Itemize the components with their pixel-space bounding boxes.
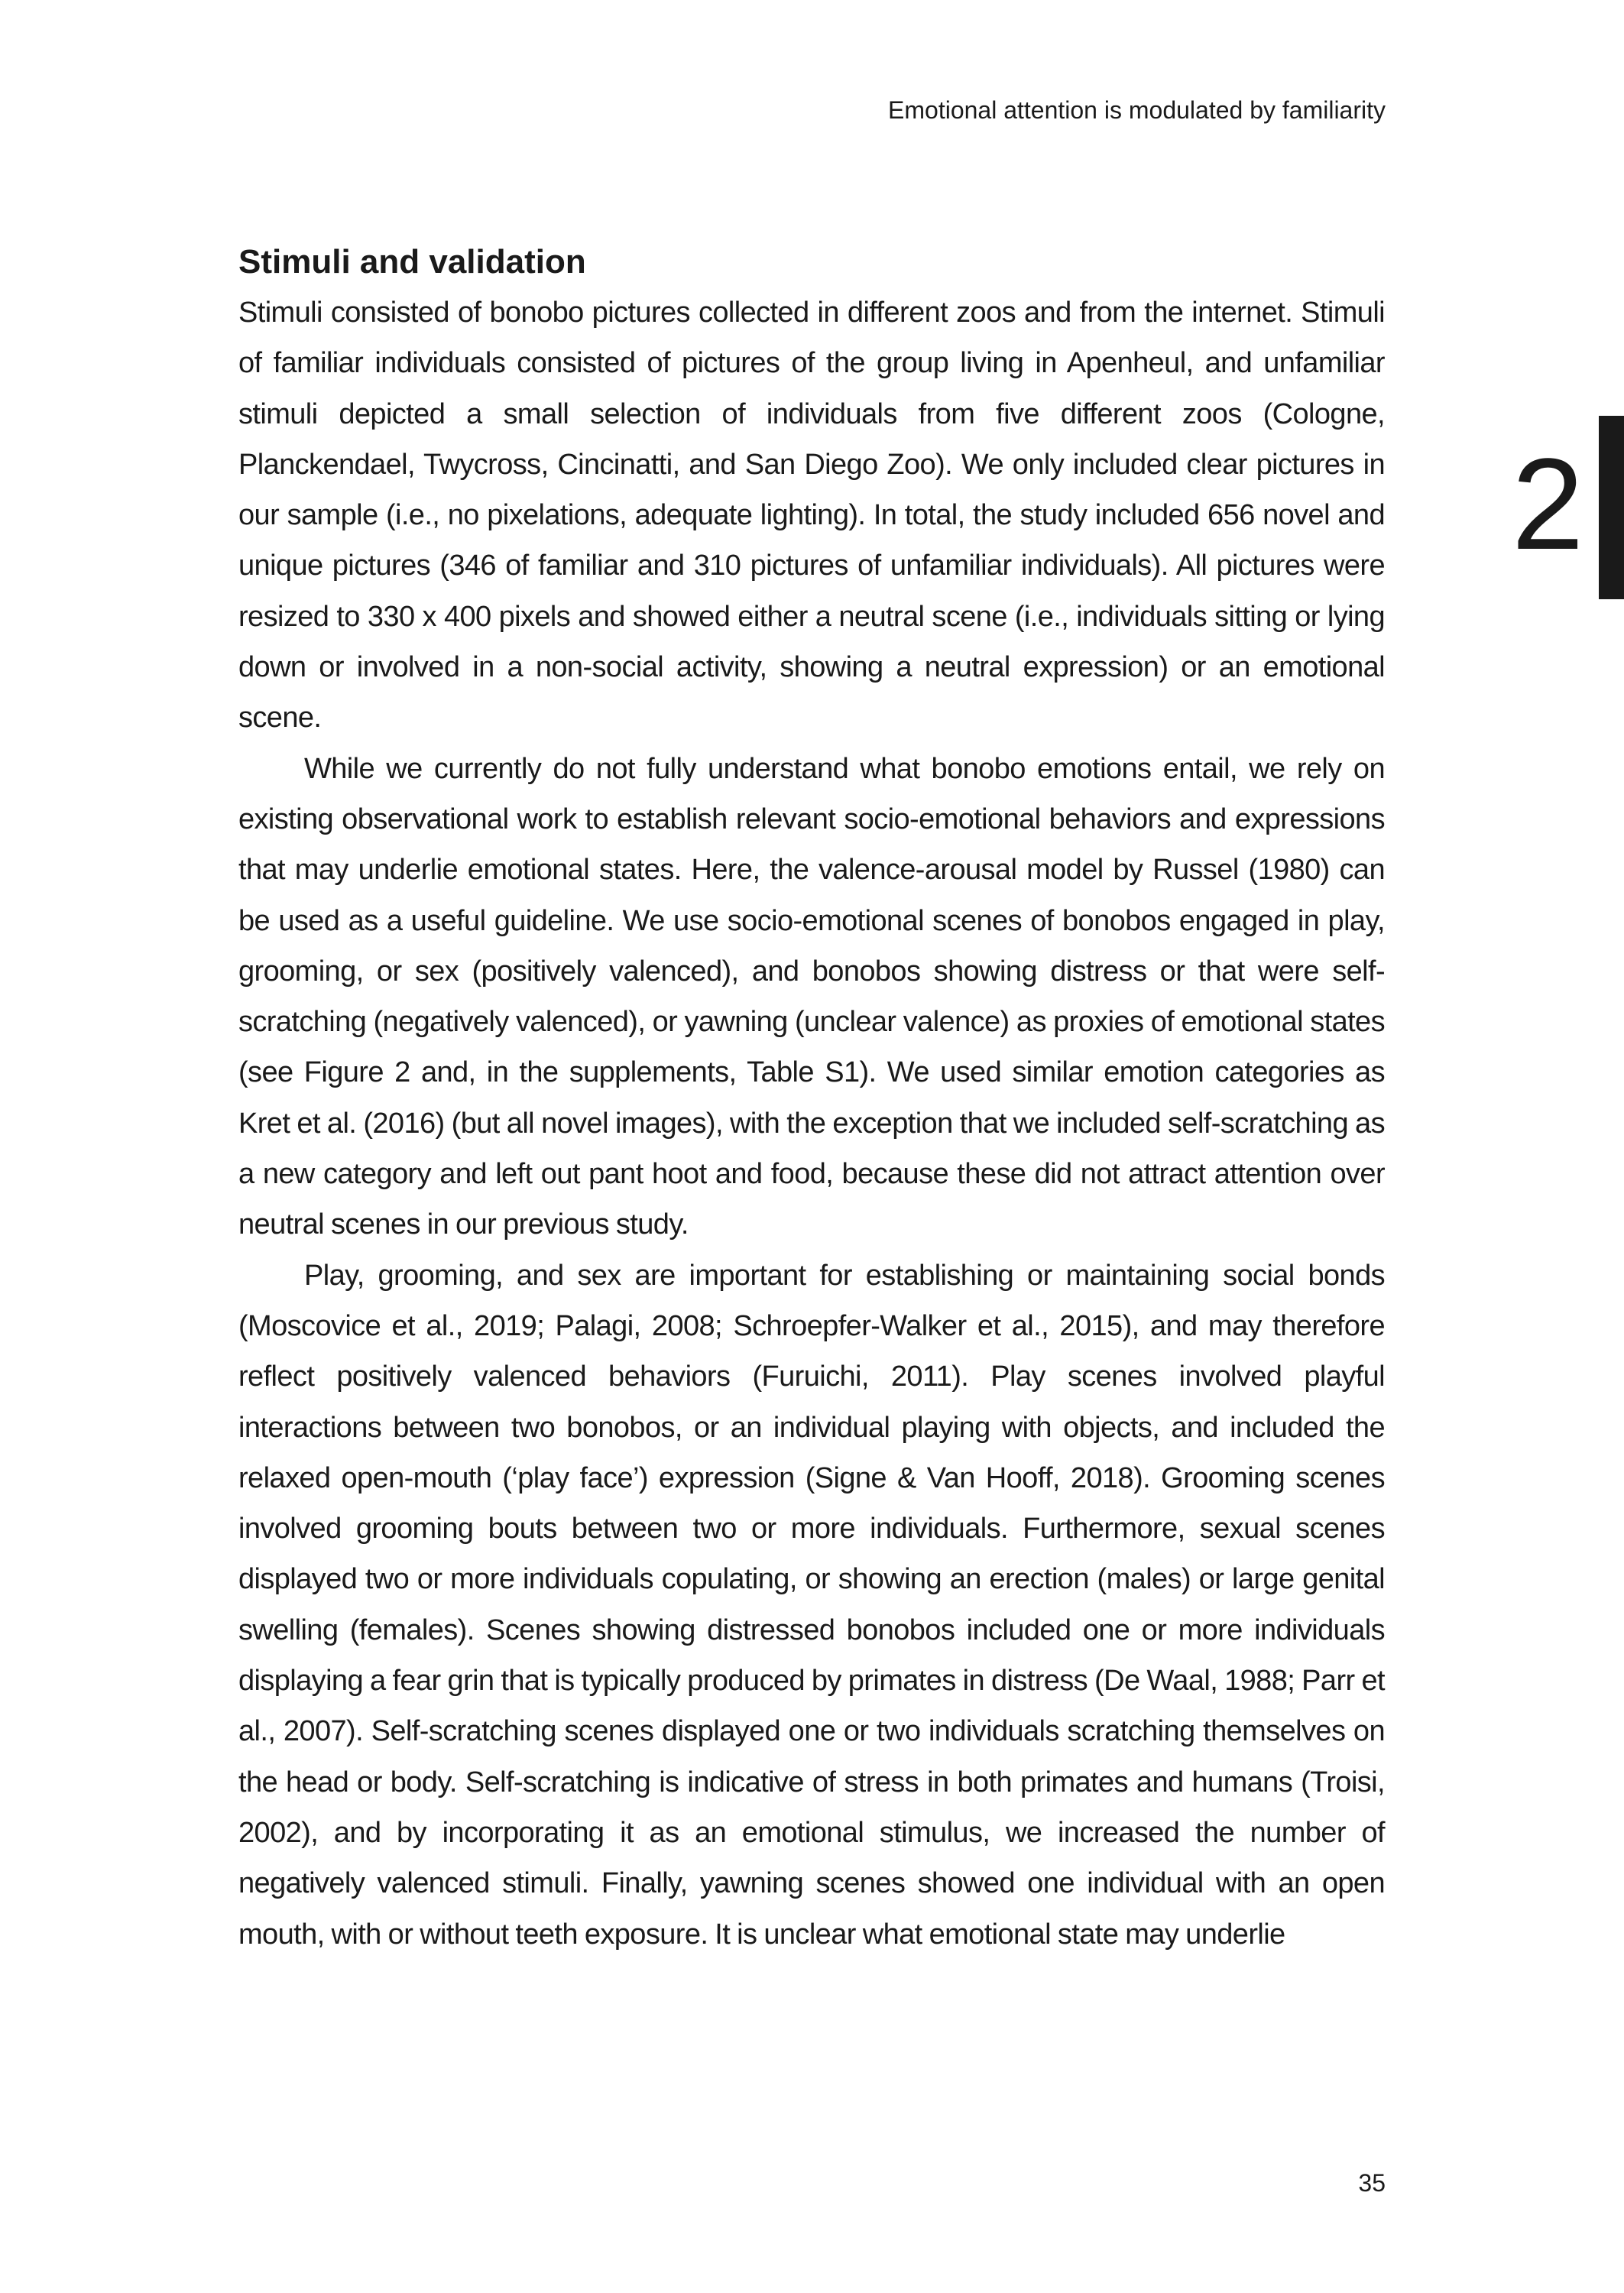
running-header: Emotional attention is modulated by familiarity xyxy=(888,96,1386,124)
paragraph-3: Play, grooming, and sex are important for establishing or maintaining social bonds (Moscovice et al., 2019; Palagi, 2008; Schroepfer-Walker et al., 2015), and may therefore reflect positively valenced behaviors (Furuichi, 2011). Play scenes involved playful interactions between two bonobos, or an individual playing with objects, and included the relaxed open-mouth (‘play face’) expression (Signe & Van Hooff, 2018). Grooming scenes involved grooming bouts between two or more individuals. Furthermore, sexual scenes displayed two or more individuals copulating, or showing an erection (males) or large genital swelling (females). Scenes showing distressed bonobos included one or more individuals displaying a fear grin that is typically produced by primates in distress (De Waal, 1988; Parr et al., 2007). Self-scratching scenes displayed one or two individuals scratching themselves on the head or body. Self-scratching is indicative of stress in both primates and humans (Troisi, 2002), and by incorporating it as an emotional stimulus, we increased the number of negatively valenced stimuli. Finally, yawning scenes showed one individual with an open mouth, with or without teeth exposure. It is unclear what emotional state may underlie xyxy=(238,1259,1385,1951)
page-number: 35 xyxy=(1358,2169,1386,2197)
chapter-tab-bar xyxy=(1599,416,1624,599)
page-body xyxy=(238,237,1385,1960)
paragraph-1: Stimuli consisted of bonobo pictures collected in different zoos and from the internet. Stimuli of familiar individuals consisted of pictures of the group living in Apenheul, and unfamiliar stimuli depicted a small selection of individuals from five different zoos (Cologne, Planckendael, Twycross, Cincinatti, and San Diego Zoo). We only included clear pictures in our sample (i.e., no pixelations, adequate lighting). In total, the study included 656 novel and unique pictures (346 of familiar and 310 pictures of unfamiliar individuals). All pictures were resized to 330 x 400 pixels and showed either a neutral scene (i.e., individuals sitting or lying down or involved in a non-social activity, showing a neutral expression) or an emotional scene. xyxy=(238,297,1385,735)
section-heading: Stimuli and validation xyxy=(238,243,586,281)
chapter-number: 2 xyxy=(1512,432,1584,577)
paragraph-2: While we currently do not fully understand what bonobo emotions entail, we rely on existing observational work to establish relevant socio-emotional behaviors and expressions that may underlie emotional states. Here, the valence-arousal model by Russel (1980) can be used as a useful guideline. We use socio-emotional scenes of bonobos engaged in play, grooming, or sex (positively valenced), and bonobos showing distress or that were self-scratching (negatively valenced), or yawning (unclear valence) as proxies of emotional states (see Figure 2 and, in the supplements, Table S1). We used similar emotion categories as Kret et al. (2016) (but all novel images), with the exception that we included self-scratching as a new category and left out pant hoot and food, because these did not attract attention over neutral scenes in our previous study. xyxy=(238,752,1385,1241)
